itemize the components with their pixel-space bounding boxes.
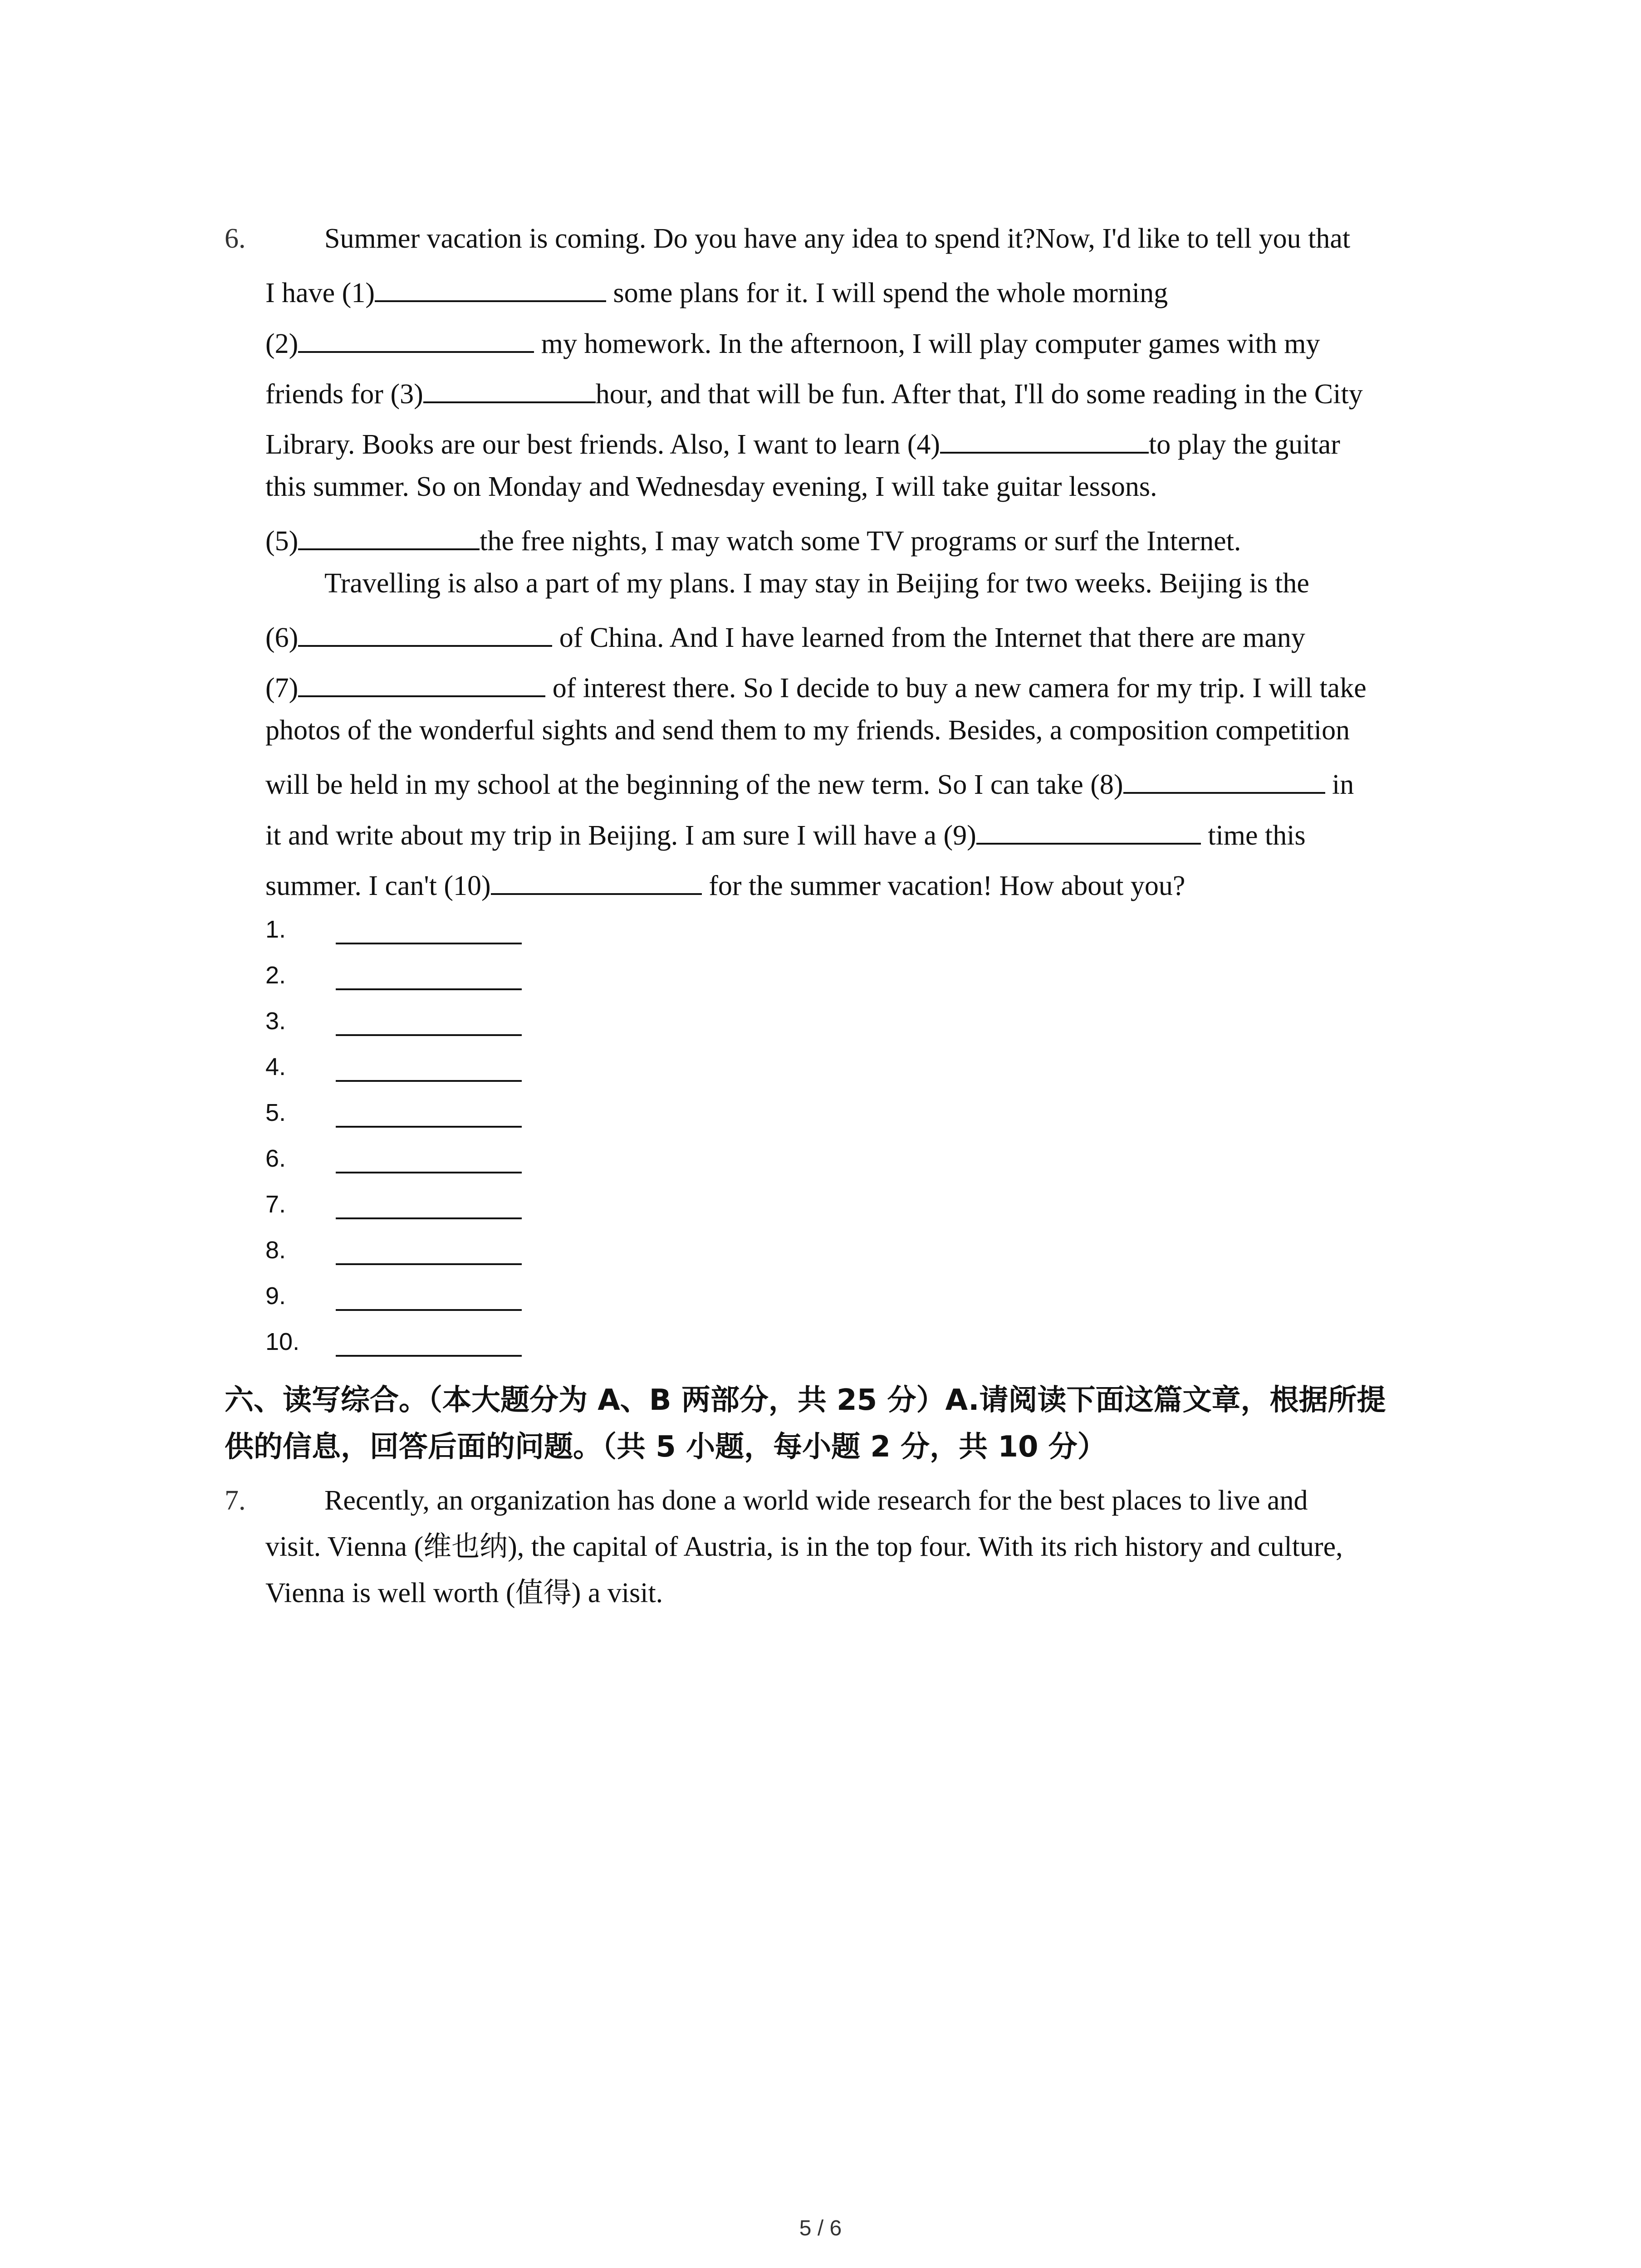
answer-number: 8.	[265, 1237, 286, 1264]
section-heading-line-2: 供的信息，回答后面的问题。（共 5 小题，每小题 2 分，共 10 分）	[225, 1430, 1107, 1464]
q6-text: (7)	[265, 673, 299, 704]
q6-line-7	[265, 523, 1490, 555]
answer-row-6	[265, 1146, 583, 1192]
q6-text: of China. And I have learned from the Internet that there are many	[552, 622, 1305, 653]
answer-row-10	[265, 1330, 583, 1375]
answer-number: 1.	[265, 916, 286, 943]
q6-text: this summer. So on Monday and Wednesday evening, I will take guitar lessons.	[265, 471, 1157, 502]
q6-text: to play the guitar	[1149, 429, 1340, 460]
q6-line-5	[265, 426, 1490, 459]
q6-text: friends for (3)	[265, 379, 423, 410]
q6-text: in	[1325, 769, 1354, 800]
q6-text: of interest there. So I decide to buy a new camera for my trip. I will take	[545, 673, 1367, 704]
answer-blank[interactable]	[336, 1217, 522, 1219]
q6-text: Summer vacation is coming. Do you have any idea to spend it?Now, I'd like to tell you that	[324, 223, 1351, 254]
question-7-number: 7.	[225, 1485, 246, 1516]
q6-line-2	[265, 275, 1490, 307]
answer-blank[interactable]	[336, 943, 522, 944]
answer-blank[interactable]	[336, 1080, 522, 1082]
q6-text: will be held in my school at the beginning of the new term. So I can take (8)	[265, 769, 1123, 800]
q6-text: (5)	[265, 526, 299, 557]
answer-row-7	[265, 1192, 583, 1237]
section-heading-line-1: 六、读写综合。（本大题分为 A、B 两部分，共 25 分）A.请阅读下面这篇文章，根据所提	[225, 1383, 1386, 1417]
answer-number: 7.	[265, 1191, 286, 1218]
q6-text: I have (1)	[265, 278, 375, 308]
q6-line-4	[265, 376, 1490, 408]
q6-line-12	[265, 767, 1490, 799]
blank-1[interactable]	[375, 275, 606, 302]
blank-7[interactable]	[298, 670, 545, 697]
answer-row-1	[265, 917, 583, 963]
answer-row-8	[265, 1238, 583, 1283]
q6-text: (2)	[265, 328, 299, 359]
answer-blank[interactable]	[336, 1034, 522, 1036]
answer-number: 2.	[265, 962, 286, 989]
q6-text: hour, and that will be fun. After that, I'll do some reading in the City	[595, 379, 1363, 410]
answer-row-3	[265, 1009, 583, 1054]
blank-4[interactable]	[940, 426, 1149, 454]
answer-row-4	[265, 1055, 583, 1100]
q6-line-9	[265, 620, 1490, 652]
answer-number: 5.	[265, 1099, 286, 1126]
answer-blank[interactable]	[336, 1355, 522, 1357]
q6-text: for the summer vacation! How about you?	[701, 870, 1185, 901]
answer-blank[interactable]	[336, 1309, 522, 1311]
answer-row-5	[265, 1100, 583, 1146]
answer-row-9	[265, 1284, 583, 1329]
answer-blank[interactable]	[336, 1172, 522, 1173]
page-number: 5 / 6	[799, 2216, 842, 2240]
q6-text: it and write about my trip in Beijing. I am sure I will have a (9)	[265, 820, 976, 851]
q7-line-2: visit. Vienna (维也纳), the capital of Austria, is in the top four. With its rich history and culture,	[265, 1531, 1343, 1562]
q6-line-1	[265, 225, 1549, 253]
q6-text: Library. Books are our best friends. Also, I want to learn (4)	[265, 429, 941, 460]
answer-number: 10.	[265, 1328, 300, 1355]
q6-line-10	[265, 670, 1490, 702]
answer-number: 3.	[265, 1007, 286, 1035]
answer-number: 6.	[265, 1145, 286, 1172]
q6-line-14	[265, 868, 1490, 900]
blank-8[interactable]	[1123, 767, 1325, 794]
q6-text: the free nights, I may watch some TV programs or surf the Internet.	[480, 526, 1241, 557]
q6-line-11	[265, 716, 1490, 744]
blank-3[interactable]	[423, 376, 596, 403]
q6-text: time this	[1200, 820, 1306, 851]
q6-text: my homework. In the afternoon, I will play computer games with my	[534, 328, 1320, 359]
answer-row-2	[265, 963, 583, 1008]
answer-number: 4.	[265, 1053, 286, 1080]
blank-5[interactable]	[298, 523, 480, 550]
q6-line-8	[265, 569, 1549, 597]
answer-blank[interactable]	[336, 1263, 522, 1265]
answer-blank[interactable]	[336, 1126, 522, 1128]
answer-number: 9.	[265, 1282, 286, 1310]
blank-6[interactable]	[298, 620, 552, 647]
q6-text: summer. I can't (10)	[265, 870, 491, 901]
q6-line-13	[265, 817, 1490, 850]
question-6-number: 6.	[225, 223, 246, 254]
q6-text: Travelling is also a part of my plans. I may stay in Beijing for two weeks. Beijing is the	[324, 568, 1309, 599]
answer-blank[interactable]	[336, 988, 522, 990]
q6-text: (6)	[265, 622, 299, 653]
q6-line-3	[265, 326, 1490, 358]
blank-2[interactable]	[298, 326, 534, 353]
q6-line-6	[265, 473, 1490, 501]
q7-line-1: Recently, an organization has done a world wide research for the best places to live and	[324, 1485, 1308, 1516]
blank-10[interactable]	[491, 868, 702, 895]
q6-text: photos of the wonderful sights and send them to my friends. Besides, a composition competition	[265, 715, 1350, 746]
q6-text: some plans for it. I will spend the whole morning	[606, 278, 1168, 308]
blank-9[interactable]	[976, 817, 1201, 845]
q7-line-3: Vienna is well worth (值得) a visit.	[265, 1578, 663, 1608]
